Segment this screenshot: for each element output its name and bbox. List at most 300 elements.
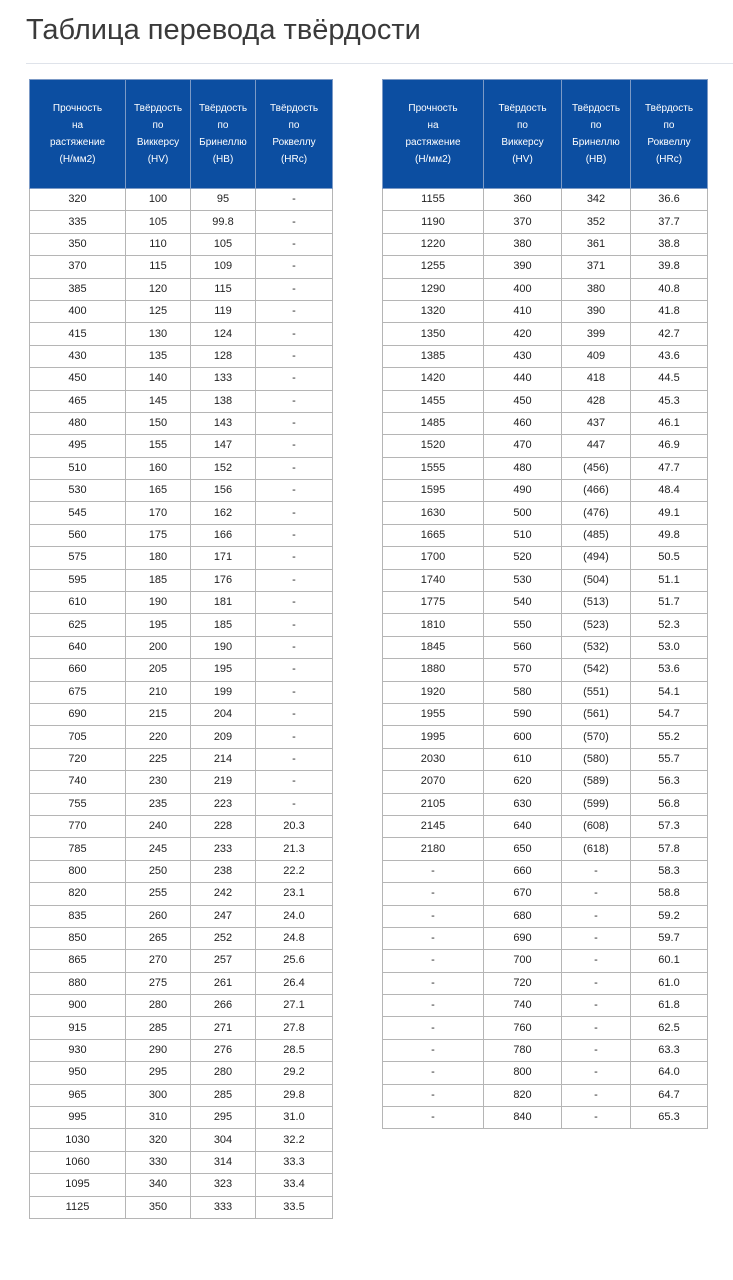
cell-brinell-hb: (618) [562, 838, 631, 860]
cell-brinell-hb: (523) [562, 614, 631, 636]
table-row [30, 793, 333, 815]
cell-brinell-hb: 166 [191, 524, 256, 546]
cell-tensile-strength: 2030 [383, 748, 484, 770]
cell-rockwell-hrc: 53.6 [631, 659, 708, 681]
cell-vickers-hv: 170 [126, 502, 191, 524]
table-row [30, 211, 333, 233]
cell-brinell-hb: 271 [191, 1017, 256, 1039]
cell-tensile-strength: 595 [30, 569, 126, 591]
cell-rockwell-hrc: 32.2 [256, 1129, 333, 1151]
table-row [383, 860, 708, 882]
cell-tensile-strength: 1555 [383, 457, 484, 479]
cell-rockwell-hrc: 46.9 [631, 435, 708, 457]
cell-rockwell-hrc: 59.7 [631, 927, 708, 949]
cell-rockwell-hrc: 25.6 [256, 950, 333, 972]
table-row [383, 1062, 708, 1084]
cell-tensile-strength: 1740 [383, 569, 484, 591]
cell-tensile-strength: 770 [30, 815, 126, 837]
table-row [30, 1129, 333, 1151]
cell-vickers-hv: 165 [126, 480, 191, 502]
header-line: (HV) [512, 154, 533, 165]
cell-vickers-hv: 215 [126, 703, 191, 725]
cell-tensile-strength: 335 [30, 211, 126, 233]
cell-tensile-strength: 1125 [30, 1196, 126, 1218]
cell-tensile-strength: - [383, 995, 484, 1017]
cell-tensile-strength: 350 [30, 233, 126, 255]
table-row [30, 502, 333, 524]
header-line: Роквеллу [272, 137, 316, 148]
cell-rockwell-hrc: 20.3 [256, 815, 333, 837]
table-row [30, 547, 333, 569]
cell-vickers-hv: 580 [484, 681, 562, 703]
cell-rockwell-hrc: 57.8 [631, 838, 708, 860]
header-line: по [288, 120, 300, 131]
cell-rockwell-hrc: 64.7 [631, 1084, 708, 1106]
cell-vickers-hv: 700 [484, 950, 562, 972]
header-line: (Н/мм2) [59, 154, 96, 165]
header-line: Роквеллу [647, 137, 691, 148]
title-divider [26, 63, 733, 64]
header-tensile-strength [383, 80, 484, 189]
cell-brinell-hb: 119 [191, 300, 256, 322]
cell-rockwell-hrc: 41.8 [631, 300, 708, 322]
cell-rockwell-hrc: 21.3 [256, 838, 333, 860]
table-row [30, 345, 333, 367]
cell-vickers-hv: 480 [484, 457, 562, 479]
table-row [30, 412, 333, 434]
cell-vickers-hv: 380 [484, 233, 562, 255]
cell-brinell-hb: 295 [191, 1107, 256, 1129]
cell-tensile-strength: 785 [30, 838, 126, 860]
cell-rockwell-hrc: 62.5 [631, 1017, 708, 1039]
table-row [383, 256, 708, 278]
cell-tensile-strength: 740 [30, 771, 126, 793]
cell-rockwell-hrc: 42.7 [631, 323, 708, 345]
cell-tensile-strength: 1255 [383, 256, 484, 278]
cell-vickers-hv: 550 [484, 614, 562, 636]
cell-tensile-strength: - [383, 1084, 484, 1106]
cell-brinell-hb: - [562, 1084, 631, 1106]
cell-vickers-hv: 150 [126, 412, 191, 434]
cell-brinell-hb: 333 [191, 1196, 256, 1218]
cell-brinell-hb: 171 [191, 547, 256, 569]
cell-tensile-strength: 1320 [383, 300, 484, 322]
header-row [383, 80, 708, 189]
cell-brinell-hb: - [562, 1062, 631, 1084]
cell-tensile-strength: 865 [30, 950, 126, 972]
table-row [30, 636, 333, 658]
cell-vickers-hv: 780 [484, 1039, 562, 1061]
cell-vickers-hv: 275 [126, 972, 191, 994]
cell-vickers-hv: 560 [484, 636, 562, 658]
cell-rockwell-hrc: 29.8 [256, 1084, 333, 1106]
cell-brinell-hb: 242 [191, 883, 256, 905]
cell-vickers-hv: 440 [484, 368, 562, 390]
cell-vickers-hv: 360 [484, 189, 562, 211]
header-line: по [517, 120, 528, 131]
cell-rockwell-hrc: - [256, 569, 333, 591]
cell-rockwell-hrc: - [256, 703, 333, 725]
header-brinell-hb [191, 80, 256, 189]
cell-rockwell-hrc: 49.8 [631, 524, 708, 546]
table-row [383, 368, 708, 390]
header-line: Твёрдость [198, 103, 248, 114]
cell-rockwell-hrc: - [256, 726, 333, 748]
cell-vickers-hv: 350 [126, 1196, 191, 1218]
cell-tensile-strength: 545 [30, 502, 126, 524]
cell-brinell-hb: (485) [562, 524, 631, 546]
cell-tensile-strength: 705 [30, 726, 126, 748]
cell-tensile-strength: 1700 [383, 547, 484, 569]
cell-vickers-hv: 310 [126, 1107, 191, 1129]
table-row [383, 905, 708, 927]
header-line: растяжение [49, 137, 106, 148]
header-line: растяжение [405, 137, 461, 148]
cell-vickers-hv: 205 [126, 659, 191, 681]
cell-tensile-strength: 560 [30, 524, 126, 546]
cell-tensile-strength: 1810 [383, 614, 484, 636]
cell-vickers-hv: 175 [126, 524, 191, 546]
table-row [30, 815, 333, 837]
cell-vickers-hv: 470 [484, 435, 562, 457]
table-row [30, 480, 333, 502]
cell-brinell-hb: 128 [191, 345, 256, 367]
cell-rockwell-hrc: 56.3 [631, 771, 708, 793]
header-line: по [217, 120, 229, 131]
cell-tensile-strength: - [383, 972, 484, 994]
cell-rockwell-hrc: 46.1 [631, 412, 708, 434]
table-row [30, 972, 333, 994]
table-row [30, 1196, 333, 1218]
table-row [30, 860, 333, 882]
cell-brinell-hb: 185 [191, 614, 256, 636]
cell-tensile-strength: 965 [30, 1084, 126, 1106]
cell-tensile-strength: 1665 [383, 524, 484, 546]
cell-rockwell-hrc: - [256, 323, 333, 345]
cell-rockwell-hrc: 55.7 [631, 748, 708, 770]
cell-vickers-hv: 820 [484, 1084, 562, 1106]
cell-brinell-hb: (504) [562, 569, 631, 591]
cell-rockwell-hrc: 50.5 [631, 547, 708, 569]
table-row [30, 905, 333, 927]
cell-vickers-hv: 370 [484, 211, 562, 233]
cell-brinell-hb: (608) [562, 815, 631, 837]
cell-tensile-strength: 950 [30, 1062, 126, 1084]
cell-brinell-hb: (561) [562, 703, 631, 725]
cell-vickers-hv: 190 [126, 592, 191, 614]
cell-tensile-strength: - [383, 927, 484, 949]
header-line: Виккерсу [501, 137, 544, 148]
cell-rockwell-hrc: - [256, 592, 333, 614]
cell-vickers-hv: 320 [126, 1129, 191, 1151]
cell-vickers-hv: 100 [126, 189, 191, 211]
cell-vickers-hv: 620 [484, 771, 562, 793]
cell-rockwell-hrc: 59.2 [631, 905, 708, 927]
cell-rockwell-hrc: 33.5 [256, 1196, 333, 1218]
cell-vickers-hv: 570 [484, 659, 562, 681]
cell-brinell-hb: 361 [562, 233, 631, 255]
cell-tensile-strength: 995 [30, 1107, 126, 1129]
table-row [30, 189, 333, 211]
cell-vickers-hv: 130 [126, 323, 191, 345]
cell-rockwell-hrc: - [256, 502, 333, 524]
cell-tensile-strength: - [383, 883, 484, 905]
cell-brinell-hb: 371 [562, 256, 631, 278]
cell-rockwell-hrc: - [256, 211, 333, 233]
cell-rockwell-hrc: 53.0 [631, 636, 708, 658]
table-row [383, 502, 708, 524]
table-row [383, 300, 708, 322]
cell-tensile-strength: 1155 [383, 189, 484, 211]
cell-tensile-strength: 1350 [383, 323, 484, 345]
cell-vickers-hv: 420 [484, 323, 562, 345]
cell-rockwell-hrc: - [256, 390, 333, 412]
cell-vickers-hv: 200 [126, 636, 191, 658]
cell-rockwell-hrc: 64.0 [631, 1062, 708, 1084]
cell-rockwell-hrc: 51.7 [631, 592, 708, 614]
cell-vickers-hv: 260 [126, 905, 191, 927]
cell-tensile-strength: 415 [30, 323, 126, 345]
cell-tensile-strength: 1420 [383, 368, 484, 390]
cell-brinell-hb: (494) [562, 547, 631, 569]
cell-tensile-strength: 465 [30, 390, 126, 412]
cell-rockwell-hrc: - [256, 412, 333, 434]
cell-rockwell-hrc: 31.0 [256, 1107, 333, 1129]
cell-rockwell-hrc: - [256, 547, 333, 569]
cell-brinell-hb: - [562, 1017, 631, 1039]
cell-tensile-strength: 820 [30, 883, 126, 905]
cell-tensile-strength: 2180 [383, 838, 484, 860]
cell-rockwell-hrc: 40.8 [631, 278, 708, 300]
cell-tensile-strength: 625 [30, 614, 126, 636]
cell-vickers-hv: 760 [484, 1017, 562, 1039]
header-line: Бринеллю [199, 137, 247, 148]
cell-rockwell-hrc: - [256, 748, 333, 770]
header-line: (HRc) [280, 154, 308, 165]
table-row [383, 547, 708, 569]
cell-tensile-strength: 900 [30, 995, 126, 1017]
cell-rockwell-hrc: - [256, 189, 333, 211]
header-line: Виккерсу [136, 137, 180, 148]
cell-vickers-hv: 265 [126, 927, 191, 949]
cell-rockwell-hrc: 61.8 [631, 995, 708, 1017]
cell-vickers-hv: 280 [126, 995, 191, 1017]
cell-vickers-hv: 640 [484, 815, 562, 837]
cell-rockwell-hrc: 26.4 [256, 972, 333, 994]
header-line: (HB) [212, 154, 234, 165]
cell-brinell-hb: 115 [191, 278, 256, 300]
cell-vickers-hv: 225 [126, 748, 191, 770]
cell-rockwell-hrc: 51.1 [631, 569, 708, 591]
cell-tensile-strength: 400 [30, 300, 126, 322]
header-line: Твёрдость [133, 103, 183, 114]
table-row [30, 1084, 333, 1106]
cell-tensile-strength: - [383, 1017, 484, 1039]
table-row [383, 524, 708, 546]
cell-vickers-hv: 135 [126, 345, 191, 367]
cell-vickers-hv: 490 [484, 480, 562, 502]
cell-brinell-hb: (551) [562, 681, 631, 703]
table-row [383, 614, 708, 636]
table-row [383, 636, 708, 658]
cell-brinell-hb: 342 [562, 189, 631, 211]
cell-vickers-hv: 110 [126, 233, 191, 255]
cell-tensile-strength: 755 [30, 793, 126, 815]
cell-rockwell-hrc: - [256, 345, 333, 367]
table-row [383, 211, 708, 233]
cell-rockwell-hrc: 39.8 [631, 256, 708, 278]
cell-tensile-strength: 385 [30, 278, 126, 300]
cell-brinell-hb: 109 [191, 256, 256, 278]
table-row [30, 368, 333, 390]
cell-rockwell-hrc: 22.2 [256, 860, 333, 882]
table-row [383, 1107, 708, 1129]
cell-rockwell-hrc: 48.4 [631, 480, 708, 502]
cell-vickers-hv: 510 [484, 524, 562, 546]
cell-brinell-hb: 138 [191, 390, 256, 412]
cell-brinell-hb: 199 [191, 681, 256, 703]
cell-rockwell-hrc: 33.3 [256, 1151, 333, 1173]
cell-brinell-hb: 304 [191, 1129, 256, 1151]
header-tensile-strength [30, 80, 126, 189]
cell-rockwell-hrc: - [256, 793, 333, 815]
cell-vickers-hv: 240 [126, 815, 191, 837]
cell-vickers-hv: 690 [484, 927, 562, 949]
cell-tensile-strength: 530 [30, 480, 126, 502]
cell-rockwell-hrc: 23.1 [256, 883, 333, 905]
table-row [30, 233, 333, 255]
cell-brinell-hb: 261 [191, 972, 256, 994]
table-row [383, 927, 708, 949]
cell-brinell-hb: 228 [191, 815, 256, 837]
table-row [30, 457, 333, 479]
table-row [30, 883, 333, 905]
cell-brinell-hb: 266 [191, 995, 256, 1017]
header-brinell-hb [562, 80, 631, 189]
header-line: Твёрдость [498, 103, 547, 114]
cell-vickers-hv: 450 [484, 390, 562, 412]
table-row [30, 703, 333, 725]
cell-vickers-hv: 520 [484, 547, 562, 569]
cell-vickers-hv: 720 [484, 972, 562, 994]
table-row [30, 614, 333, 636]
header-line: (HV) [147, 154, 169, 165]
cell-tensile-strength: 1095 [30, 1174, 126, 1196]
cell-brinell-hb: 233 [191, 838, 256, 860]
cell-tensile-strength: 660 [30, 659, 126, 681]
cell-tensile-strength: 1595 [383, 480, 484, 502]
table-row [30, 256, 333, 278]
cell-tensile-strength: 480 [30, 412, 126, 434]
header-vickers-hv [484, 80, 562, 189]
cell-brinell-hb: 223 [191, 793, 256, 815]
header-line: Бринеллю [572, 137, 620, 148]
cell-rockwell-hrc: 47.7 [631, 457, 708, 479]
cell-tensile-strength: 1995 [383, 726, 484, 748]
cell-vickers-hv: 155 [126, 435, 191, 457]
cell-vickers-hv: 740 [484, 995, 562, 1017]
cell-brinell-hb: - [562, 1039, 631, 1061]
cell-vickers-hv: 670 [484, 883, 562, 905]
table-row [383, 659, 708, 681]
cell-vickers-hv: 340 [126, 1174, 191, 1196]
cell-tensile-strength: 1290 [383, 278, 484, 300]
cell-tensile-strength: 370 [30, 256, 126, 278]
cell-tensile-strength: - [383, 1039, 484, 1061]
cell-vickers-hv: 680 [484, 905, 562, 927]
cell-rockwell-hrc: 58.8 [631, 883, 708, 905]
cell-vickers-hv: 590 [484, 703, 562, 725]
cell-brinell-hb: - [562, 927, 631, 949]
header-line: на [427, 120, 439, 131]
cell-tensile-strength: 800 [30, 860, 126, 882]
cell-tensile-strength: 1880 [383, 659, 484, 681]
cell-brinell-hb: 380 [562, 278, 631, 300]
cell-vickers-hv: 800 [484, 1062, 562, 1084]
cell-vickers-hv: 295 [126, 1062, 191, 1084]
table-row [383, 1017, 708, 1039]
cell-brinell-hb: (513) [562, 592, 631, 614]
cell-brinell-hb: 285 [191, 1084, 256, 1106]
cell-tensile-strength: 1190 [383, 211, 484, 233]
cell-brinell-hb: 257 [191, 950, 256, 972]
header-line: (Н/мм2) [415, 154, 451, 165]
cell-brinell-hb: 133 [191, 368, 256, 390]
cell-rockwell-hrc: 24.0 [256, 905, 333, 927]
cell-brinell-hb: - [562, 860, 631, 882]
header-line: по [590, 120, 602, 131]
cell-rockwell-hrc: 29.2 [256, 1062, 333, 1084]
cell-rockwell-hrc: - [256, 636, 333, 658]
table-row [30, 659, 333, 681]
cell-rockwell-hrc: 49.1 [631, 502, 708, 524]
cell-tensile-strength: 1030 [30, 1129, 126, 1151]
cell-brinell-hb: 176 [191, 569, 256, 591]
cell-brinell-hb: (580) [562, 748, 631, 770]
cell-rockwell-hrc: 38.8 [631, 233, 708, 255]
header-rockwell-hrc [631, 80, 708, 189]
table-row [30, 748, 333, 770]
header-row [30, 80, 333, 189]
table-row [383, 457, 708, 479]
cell-brinell-hb: 214 [191, 748, 256, 770]
cell-tensile-strength: 450 [30, 368, 126, 390]
cell-rockwell-hrc: 28.5 [256, 1039, 333, 1061]
header-line: (HRc) [655, 154, 683, 165]
cell-vickers-hv: 410 [484, 300, 562, 322]
table-row [383, 233, 708, 255]
cell-rockwell-hrc: 27.8 [256, 1017, 333, 1039]
cell-vickers-hv: 145 [126, 390, 191, 412]
cell-vickers-hv: 600 [484, 726, 562, 748]
cell-brinell-hb: 314 [191, 1151, 256, 1173]
hardness-table-left [29, 79, 333, 1219]
cell-rockwell-hrc: - [256, 256, 333, 278]
cell-vickers-hv: 245 [126, 838, 191, 860]
cell-tensile-strength: 2070 [383, 771, 484, 793]
cell-vickers-hv: 270 [126, 950, 191, 972]
table-row [30, 390, 333, 412]
cell-rockwell-hrc: 63.3 [631, 1039, 708, 1061]
table-row [30, 681, 333, 703]
cell-rockwell-hrc: 36.6 [631, 189, 708, 211]
cell-tensile-strength: 575 [30, 547, 126, 569]
cell-vickers-hv: 460 [484, 412, 562, 434]
cell-vickers-hv: 400 [484, 278, 562, 300]
cell-vickers-hv: 220 [126, 726, 191, 748]
cell-vickers-hv: 540 [484, 592, 562, 614]
table-row [383, 345, 708, 367]
